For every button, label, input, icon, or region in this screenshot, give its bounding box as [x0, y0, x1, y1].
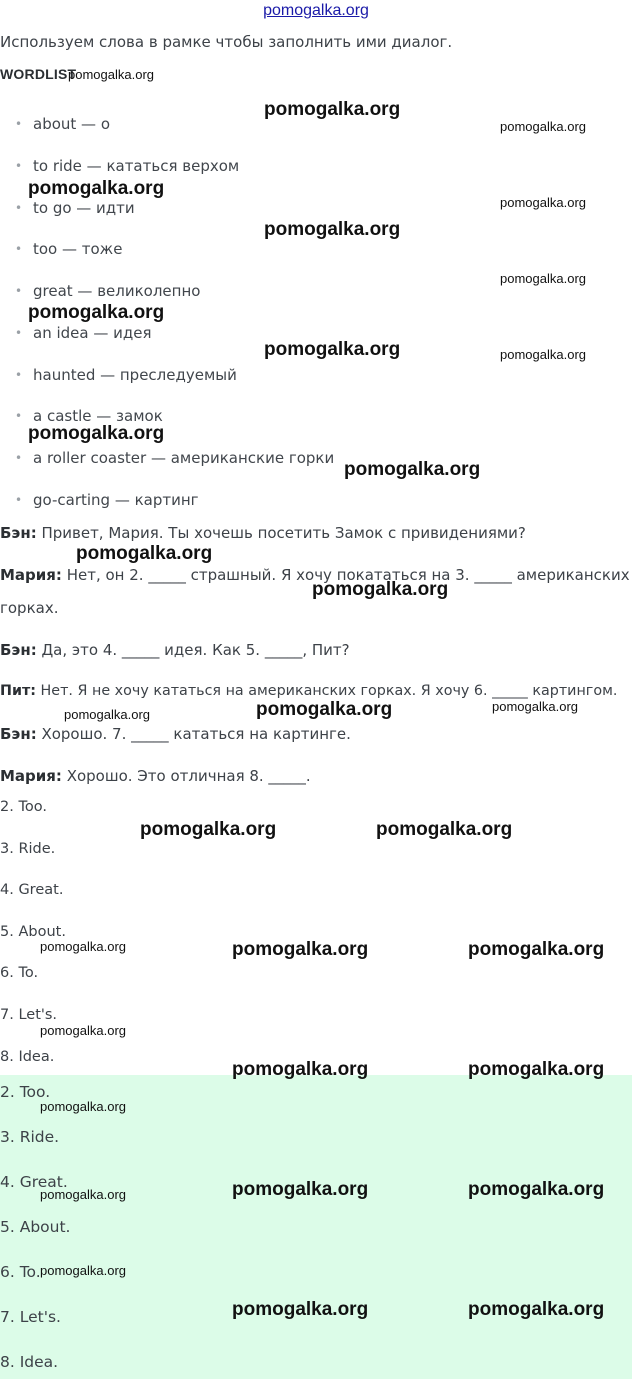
- watermark: pomogalka.org: [40, 1099, 126, 1114]
- watermark: pomogalka.org: [492, 699, 578, 714]
- dialog-line: [0, 524, 526, 542]
- watermark: pomogalka.org: [468, 1299, 605, 1320]
- answer-item: 8. Idea.: [0, 1353, 59, 1371]
- watermark: pomogalka.org: [468, 1059, 605, 1080]
- dialog-line: [0, 599, 58, 617]
- line-text: горках.: [0, 599, 59, 617]
- answer-item: 7. Let's.: [0, 1007, 58, 1023]
- speaker: Бэн:: [0, 641, 37, 659]
- task-instruction: Используем слова в рамке чтобы заполнить ими диалог.: [0, 33, 453, 51]
- line-text: Привет, Мария. Ты хочешь посетить Замок с привидениями?: [36, 524, 526, 542]
- watermark: pomogalka.org: [28, 423, 165, 444]
- speaker: Пит:: [0, 683, 36, 699]
- line-text: Да, это 4. _____ идея. Как 5. _____, Пит?: [36, 641, 350, 659]
- wordlist-item: • an idea — идея: [33, 324, 151, 342]
- watermark: pomogalka.org: [344, 459, 481, 480]
- wordlist-item: • go-carting — картинг: [33, 491, 199, 509]
- answer-item: 3. Ride.: [0, 1128, 60, 1146]
- watermark: pomogalka.org: [264, 339, 401, 360]
- watermark: pomogalka.org: [256, 699, 393, 720]
- watermark: pomogalka.org: [40, 1023, 126, 1038]
- answer-item: 2. Too.: [0, 799, 47, 815]
- site-watermark-link[interactable]: pomogalka.org: [263, 2, 369, 19]
- wordlist-item: • to go — идти: [33, 199, 135, 217]
- answer-item: 5. About.: [0, 1218, 71, 1236]
- answer-item: 6. To.: [0, 965, 39, 981]
- watermark: pomogalka.org: [500, 271, 586, 286]
- wordlist-item: • a roller coaster — американские горки: [33, 449, 334, 467]
- wordlist-heading: WORDLIST: [0, 66, 77, 82]
- line-text: Хорошо. Это отличная 8. _____.: [61, 767, 311, 785]
- watermark: pomogalka.org: [264, 219, 401, 240]
- watermark: pomogalka.org: [468, 1179, 605, 1200]
- answer-item: 6. To.: [0, 1263, 41, 1281]
- answer-item: 4. Great.: [0, 882, 64, 898]
- watermark: pomogalka.org: [232, 1059, 369, 1080]
- answer-item: 7. Let's.: [0, 1308, 61, 1326]
- watermark: pomogalka.org: [40, 939, 126, 954]
- watermark: pomogalka.org: [500, 195, 586, 210]
- line-text: Нет. Я не хочу кататься на американских горках. Я хочу 6. _____ картингом.: [36, 683, 618, 699]
- speaker: Бэн:: [0, 524, 37, 542]
- watermark: pomogalka.org: [68, 67, 154, 82]
- watermark: pomogalka.org: [64, 707, 150, 722]
- watermark: pomogalka.org: [232, 939, 369, 960]
- watermark: pomogalka.org: [264, 99, 401, 120]
- dialog-line: [0, 767, 311, 785]
- speaker: Мария:: [0, 767, 62, 785]
- watermark: pomogalka.org: [40, 1263, 126, 1278]
- watermark: pomogalka.org: [40, 1187, 126, 1202]
- dialog-line: [0, 725, 351, 743]
- speaker: Мария:: [0, 566, 62, 584]
- watermark: pomogalka.org: [28, 178, 165, 199]
- watermark: pomogalka.org: [28, 302, 165, 323]
- watermark: pomogalka.org: [232, 1299, 369, 1320]
- wordlist-item: • a castle — замок: [33, 407, 163, 425]
- watermark: pomogalka.org: [468, 939, 605, 960]
- line-text: Хорошо. 7. _____ кататься на картинге.: [36, 725, 351, 743]
- watermark: pomogalka.org: [500, 347, 586, 362]
- wordlist-item: • great — великолепно: [33, 282, 200, 300]
- answer-item: 2. Too.: [0, 1083, 51, 1101]
- watermark: pomogalka.org: [76, 543, 213, 564]
- watermark: pomogalka.org: [500, 119, 586, 134]
- speaker: Бэн:: [0, 725, 37, 743]
- answer-item: 5. About.: [0, 924, 66, 940]
- answer-item: 4. Great.: [0, 1173, 68, 1191]
- answer-item: 3. Ride.: [0, 841, 56, 857]
- wordlist-item: • too — тоже: [33, 240, 122, 258]
- highlighted-answers-panel: [0, 1075, 632, 1379]
- line-text: Нет, он 2. _____ страшный. Я хочу покататься на 3. _____ американских: [61, 566, 630, 584]
- answer-item: 8. Idea.: [0, 1049, 55, 1065]
- wordlist-item: • haunted — преследуемый: [33, 366, 237, 384]
- watermark: pomogalka.org: [140, 819, 277, 840]
- watermark: pomogalka.org: [312, 579, 449, 600]
- watermark: pomogalka.org: [232, 1179, 369, 1200]
- wordlist-item: • to ride — кататься верхом: [33, 157, 239, 175]
- wordlist-item: • about — о: [33, 115, 110, 133]
- watermark: pomogalka.org: [376, 819, 513, 840]
- dialog-line: [0, 641, 350, 659]
- dialog-line: [0, 683, 617, 699]
